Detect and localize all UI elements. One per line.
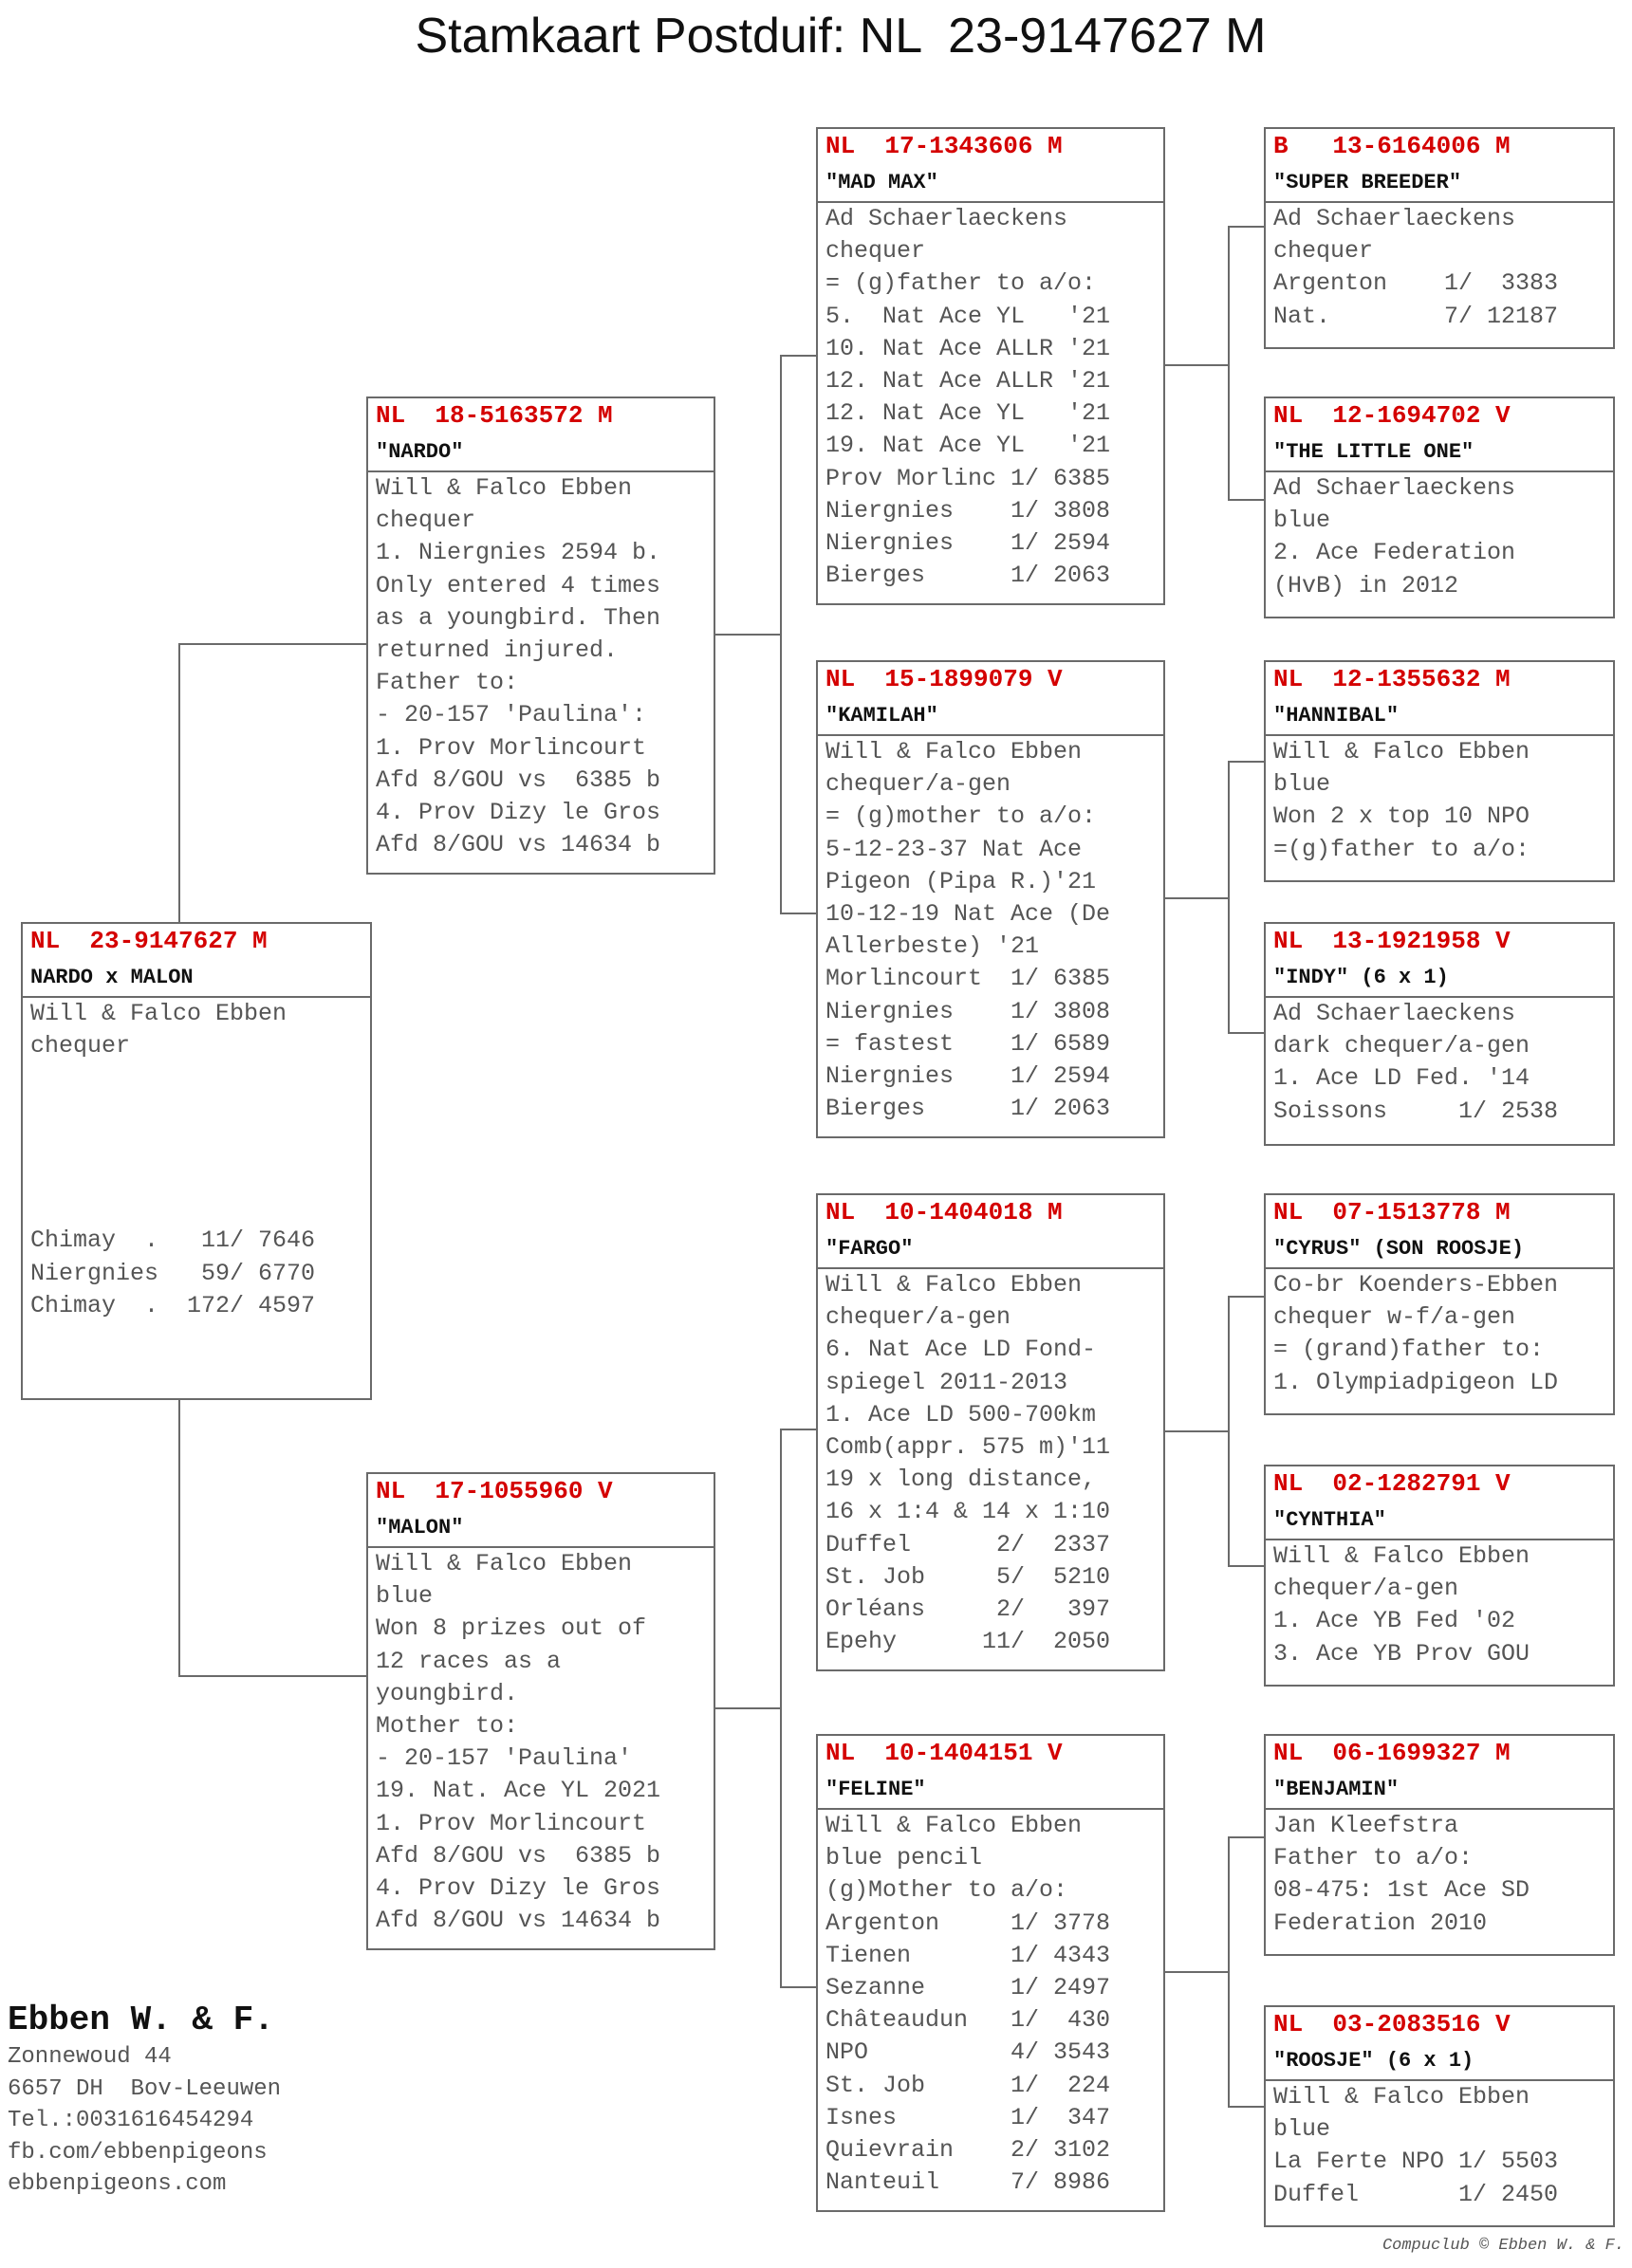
detail-line: Comb(appr. 575 m)'11 (825, 1433, 1111, 1462)
connector (1163, 897, 1230, 899)
connector (780, 1429, 816, 1430)
pigeon-details (818, 1269, 1163, 1658)
pigeon-details (1266, 1540, 1613, 1670)
detail-line (30, 1128, 362, 1160)
detail-line: 12 races as a (376, 1647, 562, 1675)
detail-line: youngbird. (376, 1679, 519, 1707)
detail-line: 2. Ace Federation (1273, 539, 1516, 567)
connector (714, 634, 782, 636)
ring-number: NL 23-9147627 M (30, 927, 268, 955)
pigeon-card-mff (1264, 1193, 1615, 1415)
breeder-city: 6657 DH Bov-Leeuwen (8, 2075, 282, 2102)
pigeon-card-mfm (1264, 1465, 1615, 1687)
detail-line: 10. Nat Ace ALLR '21 (825, 334, 1111, 362)
connector (1163, 364, 1230, 366)
detail-line: Afd 8/GOU vs 14634 b (376, 831, 661, 859)
detail-line (30, 1160, 362, 1192)
pigeon-details (1266, 1269, 1613, 1399)
pigeon-card-mother (366, 1472, 715, 1950)
detail-line: as a youngbird. Then (376, 603, 661, 632)
pigeon-details (368, 472, 714, 861)
detail-line: chequer (376, 507, 476, 535)
page-title: Stamkaart Postduif: NL 23-9147627 M (415, 9, 1267, 64)
connector (1228, 499, 1264, 501)
detail-line: Nanteuil 7/ 8986 (825, 2168, 1111, 2197)
ring-number: NL 17-1343606 M (825, 132, 1063, 160)
detail-line: Pigeon (Pipa R.)'21 (825, 867, 1097, 895)
detail-line: Tienen 1/ 4343 (825, 1941, 1111, 1969)
pigeon-name: "HANNIBAL" (1266, 692, 1613, 736)
detail-line: dark chequer/a-gen (1273, 1032, 1530, 1060)
detail-line: 16 x 1:4 & 14 x 1:10 (825, 1498, 1111, 1526)
pigeon-details (818, 736, 1163, 1125)
detail-line: Jan Kleefstra (1273, 1812, 1459, 1839)
connector (1228, 226, 1264, 228)
detail-line: 08-475: 1st Ace SD (1273, 1876, 1530, 1905)
detail-line: Bierges 1/ 2063 (825, 1095, 1111, 1123)
detail-line: chequer/a-gen (1273, 1575, 1459, 1603)
detail-line: 1. Prov Morlincourt (376, 1809, 647, 1837)
detail-line: Federation 2010 (1273, 1908, 1488, 1937)
detail-line: Niergnies 1/ 3808 (825, 496, 1111, 525)
detail-line: Duffel 2/ 2337 (825, 1530, 1111, 1558)
pigeon-name: "MAD MAX" (818, 159, 1163, 203)
detail-line: St. Job 1/ 224 (825, 2071, 1111, 2099)
detail-line (30, 1062, 362, 1095)
detail-line: chequer (1273, 237, 1374, 266)
pigeon-name: "INDY" (6 x 1) (1266, 954, 1613, 998)
pigeon-name: "CYRUS" (SON ROOSJE) (1266, 1226, 1613, 1269)
pigeon-card-subject (21, 922, 372, 1400)
ring-number: NL 10-1404018 M (825, 1198, 1063, 1226)
detail-line: Co-br Koenders-Ebben (1273, 1271, 1559, 1299)
pigeon-card-father (366, 396, 715, 875)
breeder-facebook: fb.com/ebbenpigeons (8, 2139, 268, 2166)
pigeon-name: "THE LITTLE ONE" (1266, 429, 1613, 472)
detail-line: = (g)father to a/o: (825, 269, 1097, 298)
connector (780, 913, 816, 914)
ring-number: NL 13-1921958 V (1273, 927, 1511, 955)
detail-line: Will & Falco Ebben (1273, 738, 1530, 765)
detail-line: Allerbeste) '21 (825, 932, 1040, 961)
pigeon-card-fmm (1264, 922, 1615, 1146)
connector (178, 643, 366, 645)
detail-line: Argenton 1/ 3778 (825, 1908, 1111, 1937)
connector (1163, 1430, 1230, 1432)
detail-line: 5. Nat Ace YL '21 (825, 302, 1111, 330)
detail-line: 1. Ace YB Fed '02 (1273, 1607, 1516, 1635)
detail-line: chequer (825, 237, 926, 266)
detail-line: Will & Falco Ebben (1273, 2083, 1530, 2111)
connector (1228, 1836, 1264, 1838)
detail-line: blue (1273, 2115, 1331, 2144)
connector (178, 643, 180, 924)
detail-line: Niergnies 59/ 6770 (30, 1259, 316, 1287)
pigeon-card-mm (816, 1734, 1165, 2212)
detail-line: (HvB) in 2012 (1273, 571, 1459, 599)
detail-line: = (g)mother to a/o: (825, 802, 1097, 831)
pigeon-name: "FARGO" (818, 1226, 1163, 1269)
ring-number: NL 18-5163572 M (376, 401, 613, 430)
detail-line: returned injured. (376, 636, 619, 665)
detail-line: 10-12-19 Nat Ace (De (825, 900, 1111, 929)
detail-line: Quievrain 2/ 3102 (825, 2136, 1111, 2165)
pigeon-name: "FELINE" (818, 1766, 1163, 1810)
pigeon-card-mmm (1264, 2005, 1615, 2227)
pigeon-details (368, 1548, 714, 1937)
detail-line: Morlincourt 1/ 6385 (825, 965, 1111, 993)
pigeon-details (818, 1810, 1163, 2199)
detail-line: blue (1273, 507, 1331, 535)
detail-line: Soissons 1/ 2538 (1273, 1097, 1559, 1125)
detail-line: 1. Ace LD 500-700km (825, 1400, 1097, 1429)
breeder-info (8, 2000, 281, 2201)
ring-number: NL 03-2083516 V (1273, 2010, 1511, 2038)
detail-line: 1. Prov Morlincourt (376, 733, 647, 762)
detail-line: 1. Olympiadpigeon LD (1273, 1368, 1559, 1396)
connector (1228, 1296, 1230, 1567)
detail-line: chequer/a-gen (825, 1303, 1011, 1332)
detail-line: (g)Mother to a/o: (825, 1876, 1068, 1905)
connector (178, 1398, 180, 1677)
ring-number: B 13-6164006 M (1273, 132, 1511, 160)
detail-line: Only entered 4 times (376, 571, 661, 599)
breeder-website: ebbenpigeons.com (8, 2171, 227, 2198)
connector (780, 355, 816, 357)
pigeon-details (1266, 472, 1613, 602)
pigeon-name: NARDO x MALON (23, 954, 370, 998)
pigeon-card-ffm (1264, 396, 1615, 618)
pigeon-name: "BENJAMIN" (1266, 1766, 1613, 1810)
detail-line: Will & Falco Ebben (825, 738, 1083, 765)
detail-line: - 20-157 'Paulina': (376, 701, 647, 729)
detail-line: 1. Niergnies 2594 b. (376, 539, 661, 567)
ring-number: NL 12-1355632 M (1273, 665, 1511, 693)
copyright-footer: Compuclub © Ebben W. & F. (1382, 2237, 1624, 2255)
detail-line: spiegel 2011-2013 (825, 1368, 1068, 1396)
connector (1228, 761, 1264, 763)
pigeon-name: "NARDO" (368, 429, 714, 472)
detail-line: chequer w-f/a-gen (1273, 1303, 1516, 1332)
connector (1228, 761, 1230, 1034)
connector (714, 1707, 782, 1709)
detail-line: Will & Falco Ebben (825, 1812, 1083, 1839)
detail-line: Father to a/o: (1273, 1844, 1474, 1872)
detail-line: Father to: (376, 669, 519, 697)
detail-line (30, 1096, 362, 1128)
detail-line: Sezanne 1/ 2497 (825, 1974, 1111, 2002)
detail-line: Niergnies 1/ 2594 (825, 529, 1111, 558)
detail-line: Niergnies 1/ 3808 (825, 997, 1111, 1025)
pigeon-name: "MALON" (368, 1504, 714, 1548)
detail-line: blue (1273, 770, 1331, 799)
detail-line: Ad Schaerlaeckens (1273, 205, 1516, 232)
breeder-phone: Tel.:0031616454294 (8, 2108, 254, 2134)
detail-line: NPO 4/ 3543 (825, 2038, 1111, 2067)
detail-line: Will & Falco Ebben (1273, 1542, 1530, 1570)
detail-line: 4. Prov Dizy le Gros (376, 1874, 661, 1903)
pigeon-details (1266, 1810, 1613, 1940)
ring-number: NL 12-1694702 V (1273, 401, 1511, 430)
connector (1228, 2106, 1264, 2108)
detail-line: 19. Nat Ace YL '21 (825, 432, 1111, 460)
detail-line: =(g)father to a/o: (1273, 835, 1530, 863)
detail-line: 6. Nat Ace LD Fond- (825, 1336, 1097, 1364)
detail-line: Prov Morlinc 1/ 6385 (825, 464, 1111, 492)
detail-line: Orléans 2/ 397 (825, 1595, 1111, 1624)
connector (1228, 1296, 1264, 1298)
pigeon-details (818, 203, 1163, 592)
detail-line: 5-12-23-37 Nat Ace (825, 835, 1083, 863)
detail-line: chequer/a-gen (825, 770, 1011, 799)
detail-line: 12. Nat Ace ALLR '21 (825, 367, 1111, 396)
pigeon-details (23, 998, 370, 1322)
breeder-name: Ebben W. & F. (8, 2001, 274, 2039)
pigeon-details (1266, 203, 1613, 333)
detail-line: Ad Schaerlaeckens (825, 205, 1068, 232)
ring-number: NL 17-1055960 V (376, 1477, 613, 1505)
detail-line: 3. Ace YB Prov GOU (1273, 1639, 1530, 1668)
pigeon-card-fff (1264, 127, 1615, 349)
detail-line: Nat. 7/ 12187 (1273, 302, 1559, 330)
pigeon-card-mmf (1264, 1734, 1615, 1956)
detail-line: La Ferte NPO 1/ 5503 (1273, 2148, 1559, 2176)
connector (178, 1675, 366, 1677)
pigeon-name: "KAMILAH" (818, 692, 1163, 736)
detail-line: Bierges 1/ 2063 (825, 562, 1111, 590)
detail-line: chequer (30, 1032, 131, 1060)
detail-line: Will & Falco Ebben (825, 1271, 1083, 1299)
detail-line: Ad Schaerlaeckens (1273, 1000, 1516, 1027)
connector (780, 355, 782, 914)
pigeon-name: "SUPER BREEDER" (1266, 159, 1613, 203)
detail-line: = (grand)father to: (1273, 1336, 1545, 1364)
pigeon-name: "ROOSJE" (6 x 1) (1266, 2038, 1613, 2081)
detail-line: Argenton 1/ 3383 (1273, 269, 1559, 298)
detail-line: - 20-157 'Paulina' (376, 1744, 633, 1773)
connector (1228, 1032, 1264, 1034)
detail-line: Mother to: (376, 1712, 519, 1741)
detail-line: Afd 8/GOU vs 6385 b (376, 1841, 661, 1870)
detail-line: blue pencil (825, 1844, 983, 1872)
detail-line: 4. Prov Dizy le Gros (376, 799, 661, 827)
detail-line: St. Job 5/ 5210 (825, 1562, 1111, 1591)
detail-line: Niergnies 1/ 2594 (825, 1062, 1111, 1091)
detail-line: Chimay . 172/ 4597 (30, 1291, 316, 1319)
ring-number: NL 15-1899079 V (825, 665, 1063, 693)
detail-line: Isnes 1/ 347 (825, 2103, 1111, 2131)
detail-line: Will & Falco Ebben (30, 1000, 287, 1027)
detail-line: Châteaudun 1/ 430 (825, 2006, 1111, 2035)
detail-line: Won 2 x top 10 NPO (1273, 802, 1530, 831)
detail-line: Duffel 1/ 2450 (1273, 2180, 1559, 2208)
detail-line: 12. Nat Ace YL '21 (825, 399, 1111, 428)
detail-line: 19. Nat. Ace YL 2021 (376, 1777, 661, 1805)
connector (1228, 1565, 1264, 1567)
detail-line: Will & Falco Ebben (376, 474, 633, 502)
detail-line: 19 x long distance, (825, 1466, 1097, 1494)
pigeon-card-mf (816, 1193, 1165, 1671)
detail-line (30, 1192, 362, 1225)
detail-line: blue (376, 1582, 434, 1611)
detail-line: Epehy 11/ 2050 (825, 1628, 1111, 1656)
detail-line: Afd 8/GOU vs 6385 b (376, 765, 661, 794)
detail-line: = fastest 1/ 6589 (825, 1029, 1111, 1058)
pigeon-card-fm (816, 660, 1165, 1138)
detail-line: Chimay . 11/ 7646 (30, 1226, 316, 1255)
pigeon-details (1266, 2081, 1613, 2211)
connector (780, 1429, 782, 1988)
connector (1228, 226, 1230, 501)
ring-number: NL 06-1699327 M (1273, 1739, 1511, 1767)
pigeon-name: "CYNTHIA" (1266, 1497, 1613, 1540)
detail-line: Won 8 prizes out of (376, 1614, 647, 1643)
detail-line: Will & Falco Ebben (376, 1550, 633, 1577)
detail-line: Afd 8/GOU vs 14634 b (376, 1907, 661, 1935)
connector (780, 1986, 816, 1988)
detail-line: 1. Ace LD Fed. '14 (1273, 1064, 1530, 1093)
detail-line: Ad Schaerlaeckens (1273, 474, 1516, 502)
pigeon-details (1266, 998, 1613, 1128)
connector (1228, 1836, 1230, 2108)
breeder-address: Zonnewoud 44 (8, 2044, 172, 2070)
pigeon-card-ff (816, 127, 1165, 605)
ring-number: NL 10-1404151 V (825, 1739, 1063, 1767)
ring-number: NL 02-1282791 V (1273, 1469, 1511, 1498)
connector (1163, 1971, 1230, 1973)
ring-number: NL 07-1513778 M (1273, 1198, 1511, 1226)
pigeon-card-fmf (1264, 660, 1615, 882)
pigeon-details (1266, 736, 1613, 866)
